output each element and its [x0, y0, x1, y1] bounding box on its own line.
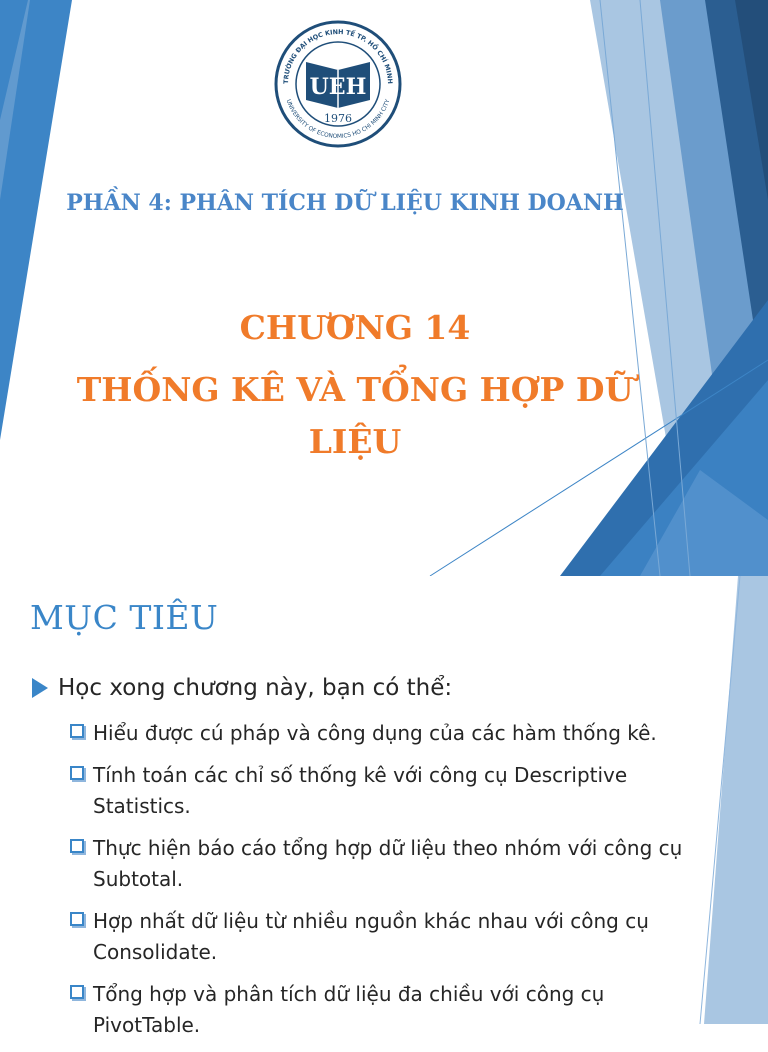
objective-text: Tổng hợp và phân tích dữ liệu đa chiều với công cụ PivotTable. [93, 982, 605, 1037]
list-item [70, 760, 690, 822]
objectives-slide [0, 576, 768, 1037]
objective-text: Tính toán các chỉ số thống kê với công cụ Descriptive Statistics. [93, 763, 628, 818]
square-bullet-icon [70, 839, 84, 853]
objectives-list [70, 718, 690, 1052]
chapter-title: THỐNG KÊ VÀ TỔNG HỢP DỮ LIỆU [76, 370, 634, 461]
ueh-logo [268, 18, 408, 148]
part-title: PHẦN 4: PHÂN TÍCH DỮ LIỆU KINH DOANH [66, 190, 624, 216]
triangle-right-icon [32, 678, 48, 698]
intro-bullet [32, 674, 712, 702]
list-item [70, 718, 690, 749]
section-heading: MỤC TIÊU [30, 598, 219, 637]
logo-monogram: UEH [309, 74, 367, 100]
logo-arc-bottom-text: UNIVERSITY OF ECONOMICS HO CHI MINH CITY [284, 98, 392, 141]
objective-text: Hiểu được cú pháp và công dụng của các hàm thống kê. [93, 721, 657, 745]
objective-text: Hợp nhất dữ liệu từ nhiều nguồn khác nhau với công cụ Consolidate. [93, 909, 649, 964]
square-bullet-icon [70, 912, 84, 926]
right-light-strip [704, 576, 768, 1024]
square-bullet-icon [70, 766, 84, 780]
logo-arc-top-text: TRƯỜNG ĐẠI HỌC KINH TẾ TP. HỒ CHÍ MINH [281, 27, 395, 85]
objective-text: Thực hiện báo cáo tổng hợp dữ liệu theo nhóm với công cụ Subtotal. [93, 836, 683, 891]
list-item [70, 906, 690, 968]
list-item [70, 833, 690, 895]
square-bullet-icon [70, 985, 84, 999]
square-bullet-icon [70, 724, 84, 738]
chapter-number: CHƯƠNG 14 [239, 308, 471, 347]
intro-text: Học xong chương này, bạn có thể: [58, 675, 453, 701]
list-item [70, 979, 690, 1041]
logo-year: 1976 [324, 112, 352, 125]
